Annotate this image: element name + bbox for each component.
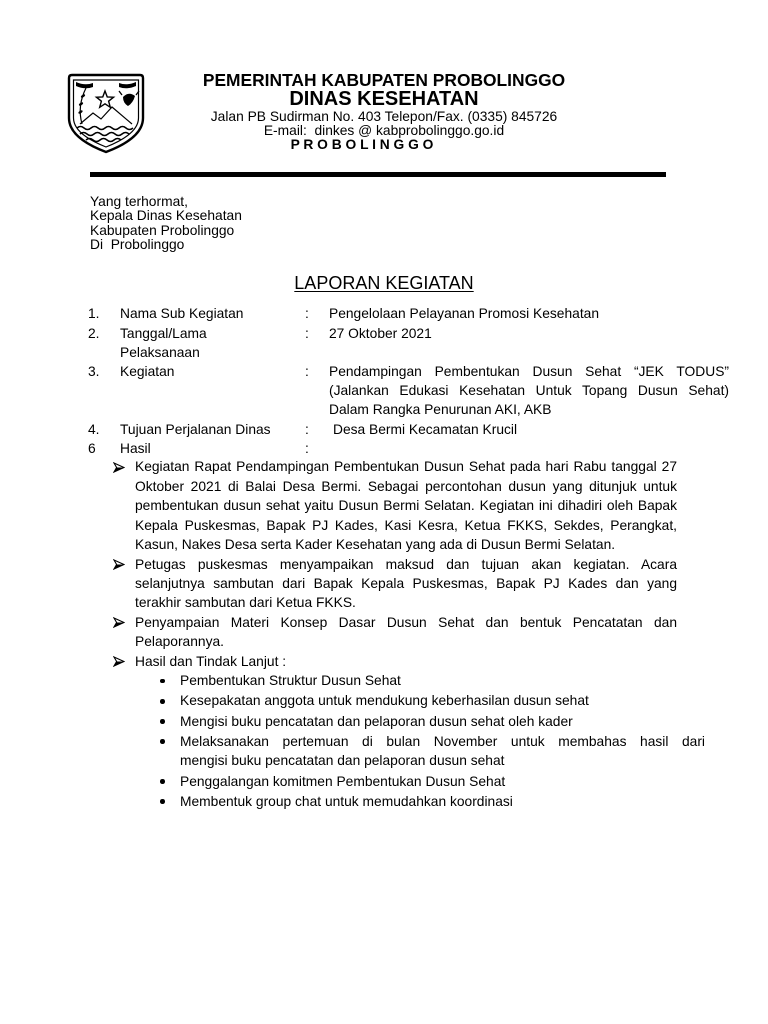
item-colon: : bbox=[305, 421, 309, 437]
follow-up-item bbox=[155, 772, 705, 792]
item-label-line: Hasil bbox=[120, 440, 151, 456]
item-value bbox=[329, 324, 729, 362]
item-value-line: Dalam Rangka Penurunan AKI, AKB bbox=[329, 402, 552, 418]
item-label bbox=[120, 420, 305, 439]
follow-up-item bbox=[155, 792, 705, 812]
recipient-line: Kabupaten Probolinggo bbox=[90, 222, 235, 238]
agency-city: P R O B O L I N G G O bbox=[290, 137, 434, 152]
item-row bbox=[88, 304, 729, 323]
result-text-line: Kepala Puskesmas, Bapak PJ Kades, Kasi Kesra, Ketua FKKS, Sekdes, Perangkat, bbox=[135, 517, 677, 533]
result-text bbox=[135, 457, 677, 554]
agency-address: Jalan PB Sudirman No. 403 Telepon/Fax. (0335) 845726 bbox=[210, 109, 558, 124]
result-text-line: terakhir sambutan dari Ketua FKKS. bbox=[135, 595, 356, 611]
result-text-line: Penyampaian Materi Konsep Dasar Dusun Sehat dan bentuk Pencatatan dan bbox=[135, 614, 677, 630]
letterhead-divider bbox=[90, 172, 666, 177]
item-label bbox=[120, 324, 305, 362]
item-label bbox=[120, 362, 305, 420]
item-colon: : bbox=[305, 363, 309, 379]
result-text-line: Kasun, Nakes Desa serta Kader Kesehatan yang ada di Dusun Bermi Selatan. bbox=[135, 537, 616, 553]
item-label-line: Tujuan Perjalanan Dinas bbox=[120, 421, 271, 437]
follow-up-text-line: Melaksanakan pertemuan di bulan November untuk membahas hasil dari bbox=[180, 733, 705, 749]
follow-up-text-line: Penggalangan komitmen Pembentukan Dusun Sehat bbox=[180, 773, 506, 789]
item-value bbox=[329, 304, 729, 323]
bullet-dot-icon bbox=[155, 772, 180, 792]
follow-up-text-line: Kesepakatan anggota untuk mendukung keberhasilan dusun sehat bbox=[180, 693, 589, 709]
result-text bbox=[135, 652, 705, 812]
follow-up-text-line: Membentuk group chat untuk memudahkan koordinasi bbox=[180, 793, 513, 809]
follow-up-list bbox=[155, 671, 705, 811]
item-label-line: Tanggal/Lama bbox=[120, 325, 207, 341]
bullet-dot-icon bbox=[155, 792, 180, 812]
follow-up-item bbox=[155, 691, 705, 711]
result-text-line: pembentukan dusun sehat yaitu Dusun Bermi Selatan. Kegiatan ini dihadiri oleh Bapak bbox=[135, 498, 677, 514]
bullet-dot-icon bbox=[155, 691, 180, 711]
follow-up-text bbox=[180, 691, 705, 711]
follow-up-item bbox=[155, 732, 705, 771]
result-text-line: Pelaporannya. bbox=[135, 634, 224, 650]
result-point bbox=[113, 457, 677, 554]
bullet-dot-icon bbox=[155, 732, 180, 752]
item-colon: : bbox=[305, 325, 309, 341]
follow-up-text-line: Pembentukan Struktur Dusun Sehat bbox=[180, 673, 401, 689]
follow-up-item bbox=[155, 671, 705, 691]
item-value bbox=[329, 439, 729, 458]
item-row bbox=[88, 362, 729, 420]
follow-up-text-line: Mengisi buku pencatatan dan pelaporan dusun sehat oleh kader bbox=[180, 713, 573, 729]
result-text-line: Oktober 2021 di Balai Desa Bermi. Sebagai percontohan dusun yang ditunjuk untuk bbox=[135, 478, 677, 494]
item-row bbox=[88, 324, 729, 362]
report-items bbox=[88, 304, 729, 458]
follow-up-text bbox=[180, 712, 705, 732]
agency-name: DINAS KESEHATAN bbox=[289, 88, 479, 110]
item-colon: : bbox=[305, 440, 309, 456]
arrow-bullet-icon bbox=[113, 613, 135, 632]
report-title: LAPORAN KEGIATAN bbox=[294, 273, 474, 293]
result-text-line: Kegiatan Rapat Pendampingan Pembentukan Dusun Sehat pada hari Rabu tanggal 27 bbox=[135, 459, 677, 475]
item-number: 6 bbox=[88, 440, 96, 456]
item-value bbox=[329, 420, 729, 439]
follow-up-text bbox=[180, 671, 705, 691]
result-text-line: Hasil dan Tindak Lanjut : bbox=[135, 653, 287, 669]
result-point bbox=[113, 555, 677, 613]
result-text-line: Petugas puskesmas menyampaikan maksud dan tujuan akan kegiatan. Acara bbox=[135, 556, 677, 572]
item-number: 4. bbox=[88, 421, 100, 437]
item-value-line: Pengelolaan Pelayanan Promosi Kesehatan bbox=[329, 306, 599, 322]
item-value-line: Pendampingan Pembentukan Dusun Sehat “JEK TODUS” bbox=[329, 363, 729, 379]
arrow-bullet-icon bbox=[113, 457, 135, 476]
result-point bbox=[113, 652, 705, 812]
recipient-block bbox=[90, 195, 242, 253]
bullet-dot-icon bbox=[155, 671, 180, 691]
follow-up-text bbox=[180, 772, 705, 792]
item-value-line: Desa Bermi Kecamatan Krucil bbox=[333, 421, 518, 437]
results-list bbox=[113, 457, 705, 812]
item-label-line: Pelaksanaan bbox=[120, 344, 200, 360]
item-number: 1. bbox=[88, 306, 100, 322]
item-value-line: (Jalankan Edukasi Kesehatan Untuk Topang Dusun Sehat) bbox=[329, 383, 729, 399]
follow-up-text bbox=[180, 792, 705, 812]
item-label-line: Nama Sub Kegiatan bbox=[120, 306, 244, 322]
result-text-line: selanjutnya sambutan dari Bapak Kepala Puskesmas, Bapak PJ Kades dan yang bbox=[135, 576, 677, 592]
item-label bbox=[120, 439, 305, 458]
agency-email: E-mail: dinkes @ kabprobolinggo.go.id bbox=[263, 123, 505, 138]
result-text bbox=[135, 613, 677, 652]
recipient-line: Kepala Dinas Kesehatan bbox=[90, 208, 242, 224]
follow-up-item bbox=[155, 712, 705, 732]
government-name: PEMERINTAH KABUPATEN PROBOLINGGO bbox=[202, 70, 566, 90]
recipient-line: Yang terhormat, bbox=[90, 193, 188, 209]
item-value-line: 27 Oktober 2021 bbox=[329, 325, 432, 341]
bullet-dot-icon bbox=[155, 712, 180, 732]
report-title-container bbox=[0, 273, 768, 293]
follow-up-text bbox=[180, 732, 705, 771]
item-colon: : bbox=[305, 306, 309, 322]
recipient-line: Di Probolinggo bbox=[90, 237, 185, 253]
follow-up-text-line: mengisi buku pencatatan dan pelaporan dusun sehat bbox=[180, 753, 505, 769]
arrow-bullet-icon bbox=[113, 555, 135, 574]
result-point bbox=[113, 613, 677, 652]
item-number: 2. bbox=[88, 325, 100, 341]
item-label-line: Kegiatan bbox=[120, 363, 175, 379]
arrow-bullet-icon bbox=[113, 652, 135, 671]
item-row bbox=[88, 420, 729, 439]
item-number: 3. bbox=[88, 363, 100, 379]
item-label bbox=[120, 304, 305, 323]
item-value bbox=[329, 362, 729, 420]
result-text bbox=[135, 555, 677, 613]
item-row bbox=[88, 439, 729, 458]
